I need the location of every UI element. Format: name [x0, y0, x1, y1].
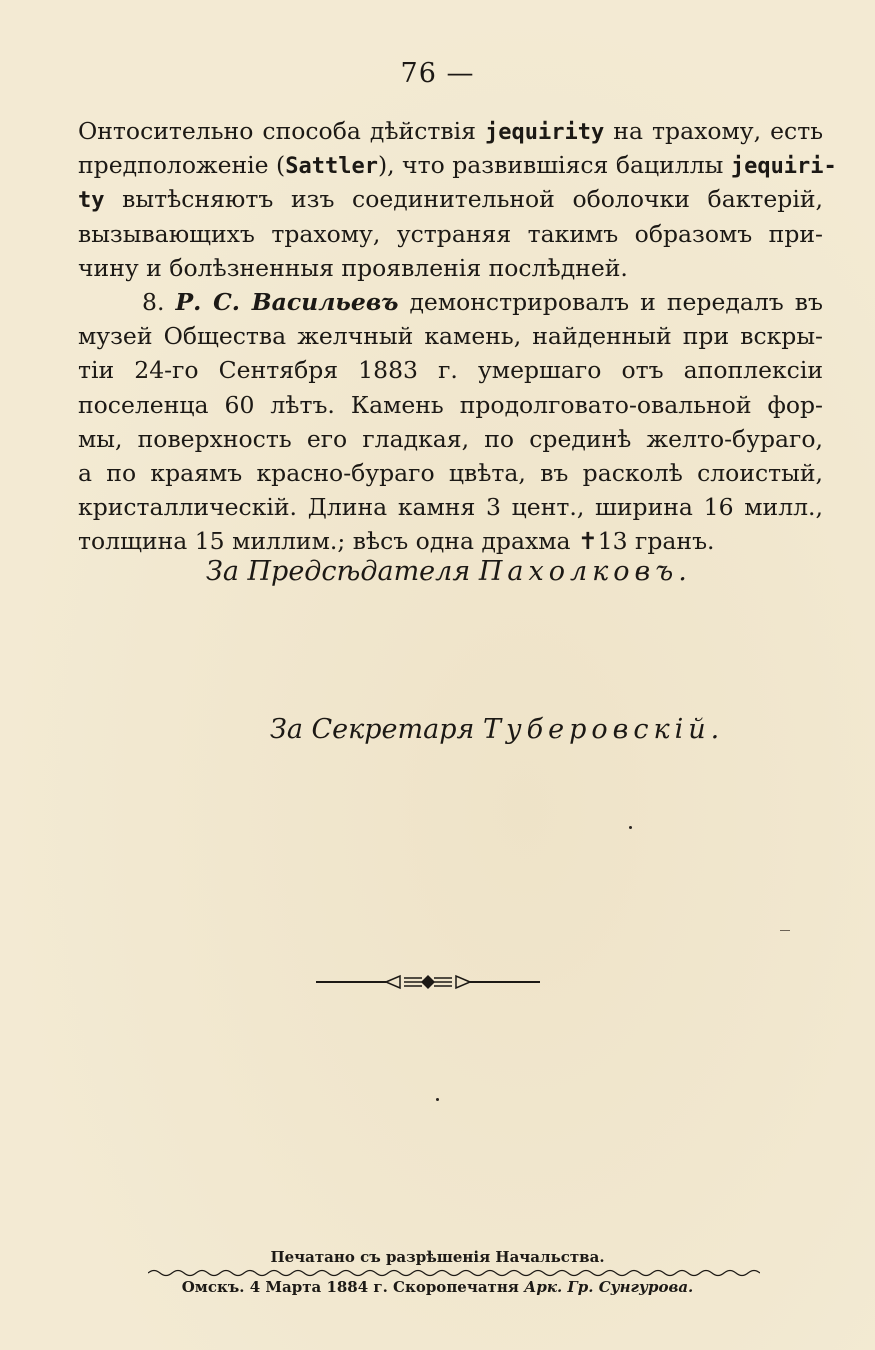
- text-run: музей Общества желчный камень, найденный при вскры-: [78, 322, 823, 351]
- page-number: 76 —: [400, 58, 475, 89]
- paragraph-number: 8.: [142, 287, 176, 316]
- text-run: вызывающихъ трахому, устраняя такимъ образомъ при-: [78, 219, 823, 248]
- latin-term: ty: [78, 188, 105, 214]
- text-run: чину и болѣзненныя проявленія послѣдней.: [78, 253, 628, 282]
- signature-prefix: За Секретаря: [270, 714, 475, 745]
- text-run: поселенца 60 лѣтъ. Камень продолговато-овальной фор-: [78, 390, 823, 419]
- text-run: кристаллическій. Длина камня 3 цент., ширина 16 милл.,: [78, 493, 823, 522]
- text-line: [78, 524, 823, 558]
- text-line: [78, 148, 837, 182]
- text-run: 13 гранъ.: [597, 527, 715, 556]
- text-run: ), что развившіяся бациллы: [377, 151, 731, 180]
- imprint-censorship: Печатано съ разрѣшенія Начальства.: [270, 1248, 605, 1266]
- text-line: [78, 217, 823, 251]
- text-run: а по краямъ красно-бураго цвѣта, въ расколѣ слоистый,: [78, 458, 823, 487]
- text-line: [78, 319, 823, 353]
- text-line: [78, 285, 823, 319]
- latin-term: jequirity: [485, 120, 605, 145]
- imprint-printer: [0, 1278, 875, 1296]
- signature-prefix: За Предсѣдателя: [206, 556, 471, 587]
- text-run: тіи 24-го Сентября 1883 г. умершаго отъ апоплексіи: [78, 356, 823, 385]
- text-run: Онтосительно способа дѣйствія: [78, 117, 486, 145]
- wavy-rule-icon: [148, 1268, 760, 1278]
- ink-speck: [436, 1098, 439, 1101]
- text-run: толщина 15 миллим.; вѣсъ одна драхма: [78, 527, 578, 556]
- text-line: [78, 251, 823, 285]
- signature-chairman: [206, 556, 692, 587]
- text-line: [78, 422, 823, 456]
- latin-term: jequiri-: [730, 154, 837, 180]
- text-line: [78, 490, 823, 524]
- text-run: мы, поверхность его гладкая, по срединѣ желто-бураго,: [78, 424, 823, 453]
- text-run: предположеніе (: [78, 151, 286, 180]
- text-line: [78, 456, 823, 490]
- ink-speck: [629, 826, 632, 829]
- text-run: вытѣсняютъ изъ соединительной оболочки бактерій,: [104, 185, 823, 214]
- text-line: [78, 114, 823, 148]
- text-line: [78, 353, 823, 387]
- text-line: [78, 182, 823, 216]
- body-text: [78, 114, 837, 558]
- author-name: Р. С. Васильевъ: [175, 287, 399, 316]
- ornament-rule-icon: [316, 970, 540, 994]
- imprint-printer-name: Арк. Гр. Сунгурова.: [524, 1278, 694, 1296]
- signature-secretary: [270, 714, 724, 745]
- text-run: на трахому, есть: [604, 117, 823, 145]
- latin-term: Sattler: [285, 154, 378, 180]
- text-run: демонстрировалъ и передалъ въ: [398, 287, 823, 316]
- ink-mark: [780, 930, 790, 931]
- text-line: [78, 388, 823, 422]
- imprint-place-date: Омскъ. 4 Марта 1884 г. Скоропечатня: [181, 1278, 525, 1296]
- dram-symbol: ✝: [577, 527, 598, 556]
- signature-name: Пахолковъ.: [478, 556, 692, 587]
- signature-name: Туберовскій.: [482, 714, 725, 745]
